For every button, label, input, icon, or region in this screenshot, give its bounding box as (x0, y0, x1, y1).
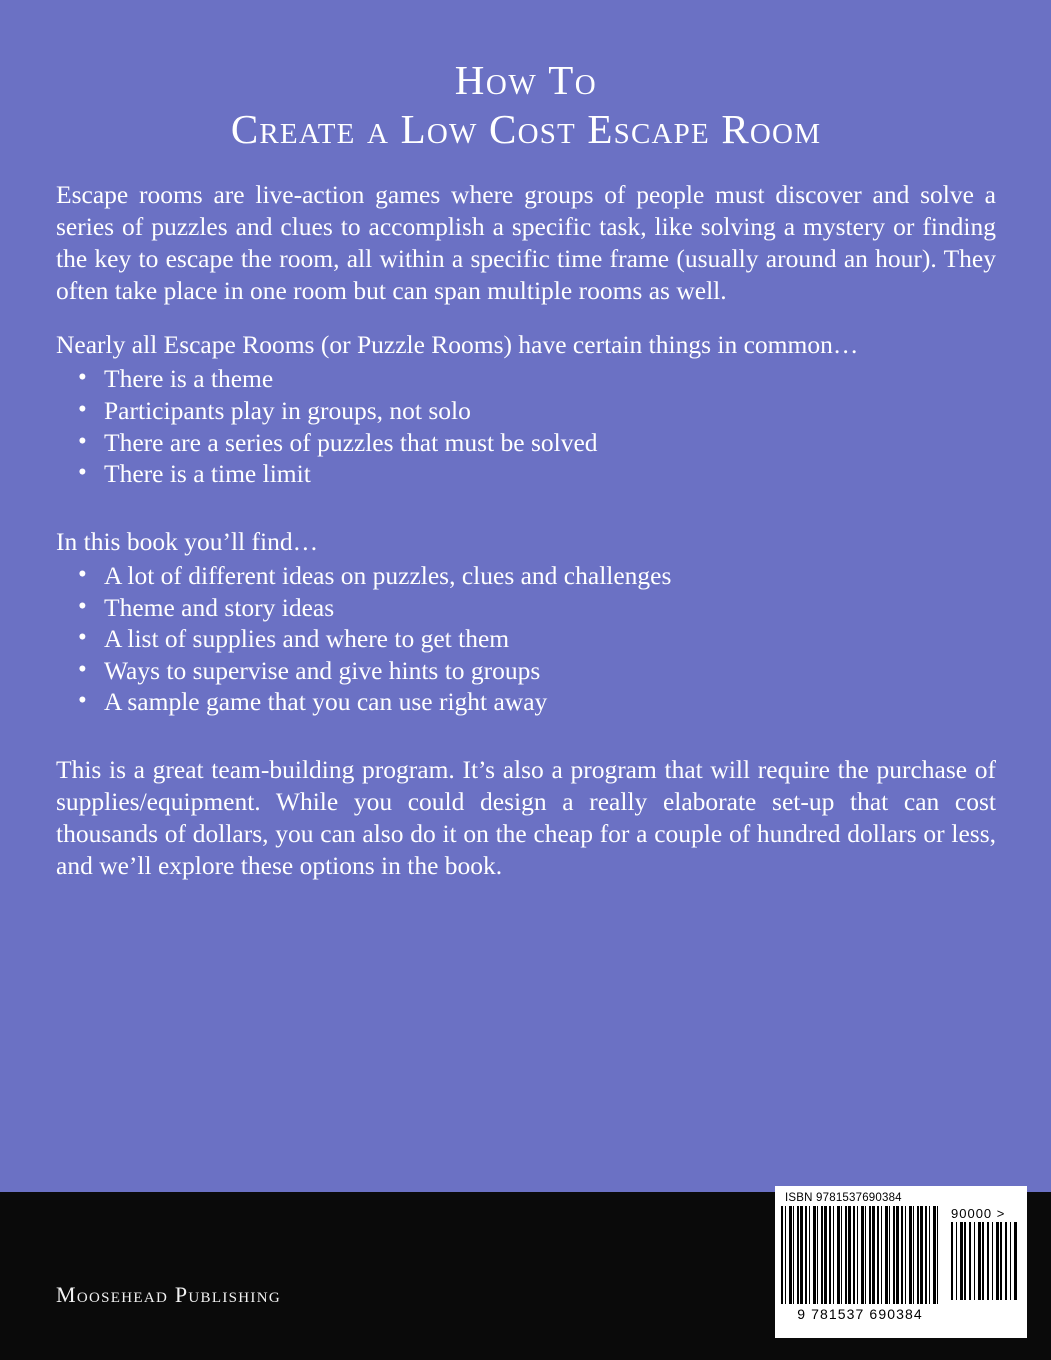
publisher-name: Moosehead Publishing (56, 1282, 281, 1307)
list-item: • Participants play in groups, not solo (56, 395, 996, 427)
common-list-lead: Nearly all Escape Rooms (or Puzzle Rooms) have certain things in common… (56, 330, 859, 360)
list-item: • Ways to supervise and give hints to groups (56, 655, 996, 687)
closing-paragraph: This is a great team-building program. It’s also a program that will require the purchase of supplies/equipment. While you could design a really elaborate set-up that can cost thousands of dollars, you can also do it on the cheap for a couple of hundred dollars or less, and we’ll explore these options in the book. (56, 755, 996, 881)
footer-bar (0, 1192, 1051, 1360)
list-item: • There are a series of puzzles that must be solved (56, 427, 996, 459)
barcode-main-column (781, 1206, 939, 1322)
cover-title-block (56, 0, 996, 153)
ean-digits: 9 781537 690384 (797, 1306, 923, 1322)
list-item: • There is a theme (56, 363, 996, 395)
list-item: • A list of supplies and where to get them (56, 623, 996, 655)
page-title-line-1: How To (454, 57, 598, 103)
barcode-addon-column (939, 1206, 1029, 1300)
cover-body (56, 179, 996, 883)
barcode (775, 1186, 1027, 1338)
find-list-lead: In this book you’ll find… (56, 526, 319, 556)
intro-paragraph: Escape rooms are live-action games where groups of people must discover and solve a series of puzzles and clues to accomplish a specific task, like solving a mystery or finding the key to escape the room, all within a specific time frame (usually around an hour). They often take place in one room but can span multiple rooms as well. (56, 179, 996, 306)
cover-content (56, 0, 996, 905)
isbn-label: ISBN 9781537690384 (785, 1192, 902, 1204)
barcode-addon-bars-icon (951, 1222, 1017, 1300)
list-item: • A sample game that you can use right away (56, 686, 996, 718)
page-title-line-2: Create a Low Cost Escape Room (230, 105, 822, 152)
barcode-bars-icon (781, 1206, 939, 1304)
price-addon-label: 90000 > (951, 1206, 1006, 1221)
common-list (56, 363, 996, 489)
find-list (56, 560, 996, 718)
barcode-row (781, 1206, 1021, 1322)
list-item: • Theme and story ideas (56, 592, 996, 624)
list-item: • A lot of different ideas on puzzles, clues and challenges (56, 560, 996, 592)
list-item: • There is a time limit (56, 458, 996, 490)
section-spacer (56, 512, 996, 526)
section-spacer (56, 740, 996, 754)
